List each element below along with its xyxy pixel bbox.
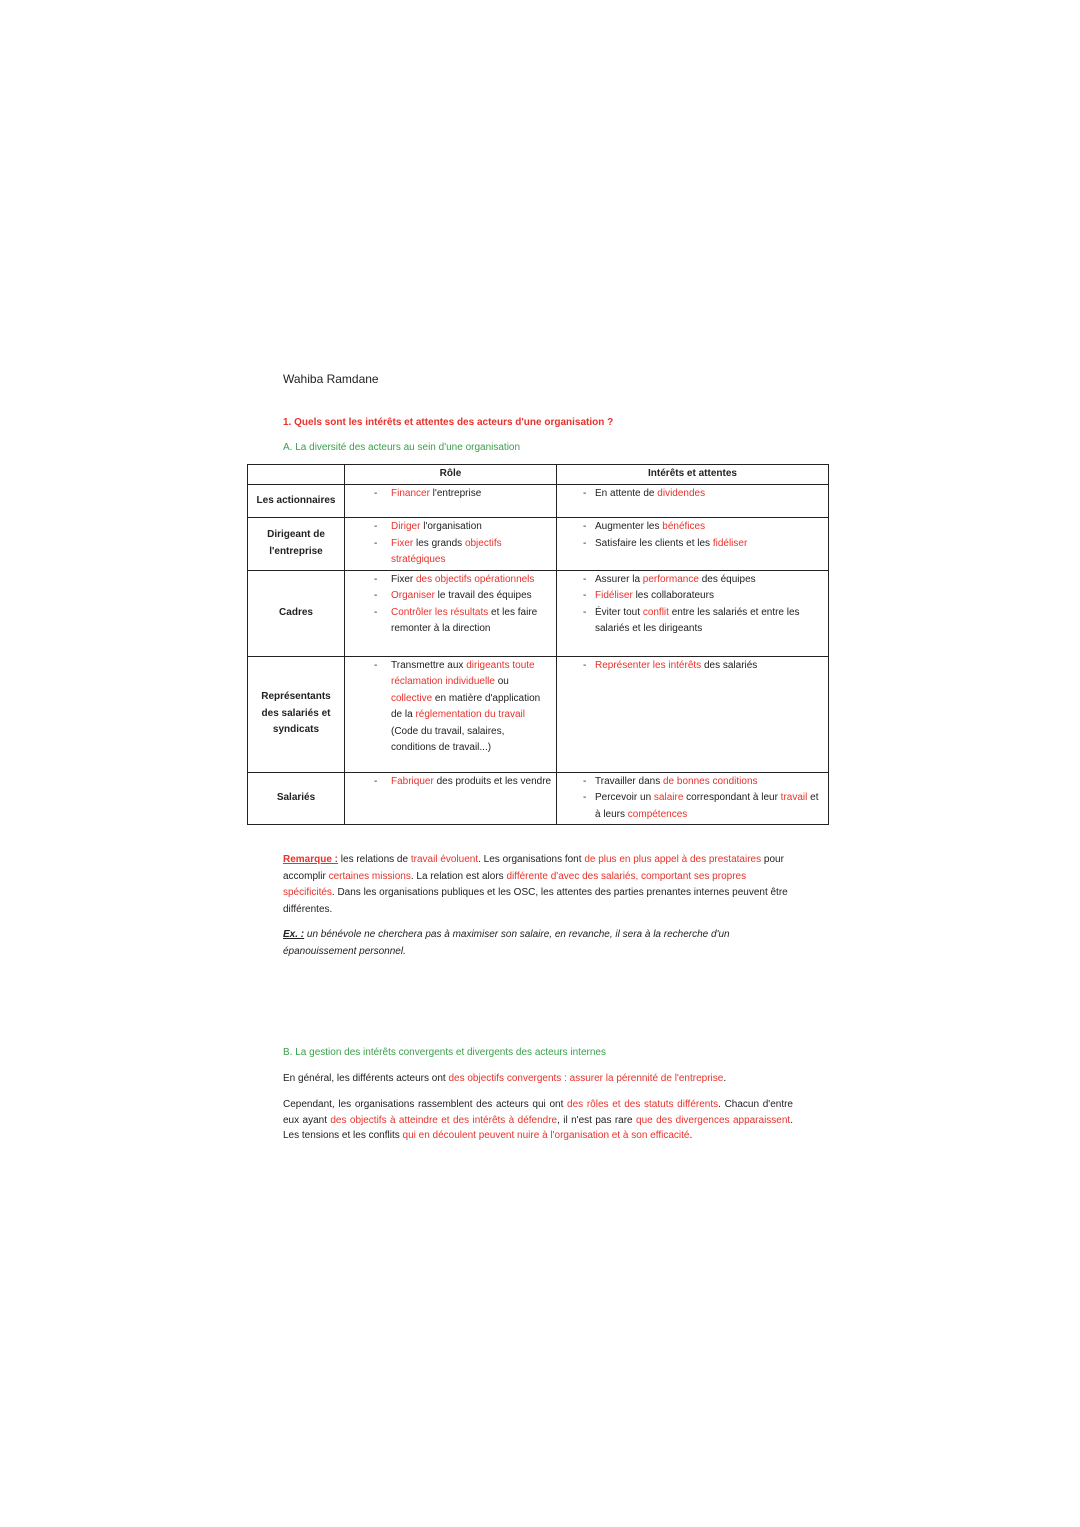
text-run: travail <box>410 854 438 865</box>
text-run: que des divergences apparaissent <box>636 1114 791 1126</box>
text-run: . <box>689 1130 693 1141</box>
text-run: Fixer <box>391 537 414 549</box>
text-run: un bénévole ne cherchera pas à maximiser son salaire, en revanche, il sera à la recherche d'un épanouissement personnel. <box>283 929 730 957</box>
text-run: . Chacun d'entre eux ayant <box>283 1099 793 1126</box>
text-run: dividendes <box>657 488 706 499</box>
text-run: des équipes <box>698 573 756 585</box>
text-run: et à leurs <box>595 792 819 820</box>
list-item <box>561 658 824 675</box>
text-run: Remarque : <box>283 854 339 865</box>
list-item <box>349 774 552 791</box>
question-title: 1. Quels sont les intérêts et attentes des acteurs d'une organisation ? <box>283 417 614 428</box>
text-run: . Dans les organisations publiques et les OSC, les attentes des parties prenantes internes peuvent être différentes. <box>283 887 788 915</box>
actors-table-body <box>248 485 829 825</box>
interests-cell <box>557 656 829 772</box>
actor-cell: Dirigeant de l'entreprise <box>248 518 345 571</box>
interests-list <box>561 486 824 503</box>
text-run: Financer <box>391 488 430 499</box>
text-run: Fixer <box>391 573 416 585</box>
list-item <box>349 572 552 589</box>
text-run: collective <box>391 692 433 704</box>
role-cell <box>345 518 557 571</box>
header-actor <box>248 465 345 485</box>
text-run: certaines missions <box>328 870 411 882</box>
actor-cell: Représentants des salariés et syndicats <box>248 656 345 772</box>
text-run: des objectifs convergents : assurer la pérennité de l'entreprise <box>448 1073 724 1084</box>
text-run: . Les organisations font <box>478 854 585 865</box>
text-run: Contrôler les résultats <box>391 606 489 618</box>
role-list <box>349 658 552 757</box>
table-row <box>248 772 829 825</box>
interests-cell <box>557 518 829 571</box>
role-cell <box>345 570 557 656</box>
text-run: salaire <box>653 792 684 803</box>
actor-cell: Salariés <box>248 772 345 825</box>
text-run: des objectifs à atteindre et des intérêts à défendre <box>330 1114 558 1126</box>
actors-table <box>247 464 829 825</box>
list-item <box>561 774 824 791</box>
text-run: évoluent <box>440 854 479 865</box>
text-run: (Code du travail, salaires, conditions de travail...) <box>391 725 505 753</box>
text-run: Travailler dans <box>595 775 663 787</box>
list-item <box>561 588 824 605</box>
text-run: des rôles et des statuts différents <box>567 1099 719 1110</box>
text-run: les grands <box>413 537 465 549</box>
header-interests: Intérêts et attentes <box>557 465 829 485</box>
list-item <box>561 790 824 823</box>
text-run: de bonnes conditions <box>663 775 758 787</box>
text-run: En général, les différents acteurs ont <box>283 1073 449 1084</box>
text-run: En attente de <box>595 488 658 499</box>
text-run: Fabriquer <box>391 775 434 787</box>
interests-cell <box>557 772 829 825</box>
text-run: objectifs stratégiques <box>391 537 502 565</box>
author-name: Wahiba Ramdane <box>283 372 379 386</box>
text-run: ou <box>494 676 509 687</box>
text-run: et les faire remonter à la direction <box>391 606 538 634</box>
text-run: Percevoir un <box>595 792 654 803</box>
interests-cell <box>557 570 829 656</box>
text-run: Diriger <box>391 521 421 532</box>
list-item <box>561 486 824 503</box>
role-list <box>349 519 552 569</box>
remarque-paragraph <box>283 852 793 918</box>
list-item <box>349 486 552 503</box>
divergent-paragraph <box>283 1097 793 1144</box>
text-run: réglementation du travail <box>415 709 525 720</box>
text-run: pour accomplir <box>283 854 784 882</box>
role-list <box>349 774 552 791</box>
text-run: Augmenter les <box>595 521 663 532</box>
text-run: les collaborateurs <box>632 590 714 601</box>
table-row <box>248 656 829 772</box>
text-run: Représenter les intérêts <box>595 659 702 671</box>
text-run: les relations de <box>338 854 411 865</box>
interests-list <box>561 572 824 638</box>
table-row <box>248 485 829 518</box>
text-run: l'entreprise <box>429 488 482 499</box>
text-run: Transmettre aux <box>391 659 467 671</box>
text-run: Assurer la <box>595 573 643 585</box>
text-run: des produits et les vendre <box>433 775 552 787</box>
table-header-row <box>248 465 829 485</box>
role-list <box>349 572 552 638</box>
text-run: Ex. : <box>283 929 305 940</box>
list-item <box>349 519 552 536</box>
text-run: qui en découlent peuvent nuire à l'organisation et à son efficacité <box>402 1130 690 1141</box>
role-cell <box>345 772 557 825</box>
text-run: travail <box>780 792 808 803</box>
list-item <box>561 605 824 638</box>
text-run: performance <box>642 573 699 585</box>
section-a-title: A. La diversité des acteurs au sein d'une organisation <box>283 442 521 453</box>
text-run: . <box>723 1073 727 1084</box>
text-run: en matière d'application de la <box>391 692 541 720</box>
text-run: des objectifs opérationnels <box>416 573 535 585</box>
text-run: des salariés <box>701 659 758 671</box>
text-run: Organiser <box>391 590 435 601</box>
interests-list <box>561 774 824 824</box>
text-run: Satisfaire les clients et les <box>595 537 713 549</box>
list-item <box>561 536 824 553</box>
list-item <box>561 519 824 536</box>
role-cell <box>345 656 557 772</box>
list-item <box>561 572 824 589</box>
example-paragraph <box>283 927 793 960</box>
actor-cell: Les actionnaires <box>248 485 345 518</box>
interests-list <box>561 658 824 675</box>
text-run: conflit <box>642 606 669 618</box>
list-item <box>349 658 552 757</box>
text-run: de plus en plus appel à des prestataires <box>584 854 762 865</box>
text-run: le travail des équipes <box>434 590 532 601</box>
section-b-title: B. La gestion des intérêts convergents et divergents des acteurs internes <box>283 1047 606 1058</box>
role-cell <box>345 485 557 518</box>
text-run: Éviter tout <box>595 606 643 618</box>
interests-list <box>561 519 824 552</box>
text-run: Cependant, les organisations rassemblent des acteurs qui ont <box>283 1099 568 1110</box>
text-run: différente d'avec des salariés, comportant ses propres spécificités <box>283 870 747 898</box>
table-row <box>248 518 829 571</box>
text-run: Fidéliser <box>595 590 633 601</box>
text-run: bénéfices <box>662 521 706 532</box>
text-run: . La relation est alors <box>410 870 507 882</box>
list-item <box>349 536 552 569</box>
text-run: l'organisation <box>420 521 482 532</box>
text-run: compétences <box>627 808 688 820</box>
list-item <box>349 588 552 605</box>
text-run: , il n'est pas rare <box>557 1114 637 1126</box>
convergent-paragraph <box>283 1071 793 1088</box>
header-role: Rôle <box>345 465 557 485</box>
actor-cell: Cadres <box>248 570 345 656</box>
text-run: fidéliser <box>712 537 748 549</box>
text-run: correspondant à leur <box>683 792 781 803</box>
text-run: entre les salariés et entre les salariés et les dirigeants <box>595 606 800 634</box>
interests-cell <box>557 485 829 518</box>
table-row <box>248 570 829 656</box>
text-run: dirigeants toute réclamation individuelle <box>391 659 535 687</box>
list-item <box>349 605 552 638</box>
role-list <box>349 486 552 503</box>
text-run: . Les tensions et les conflits <box>283 1114 793 1141</box>
